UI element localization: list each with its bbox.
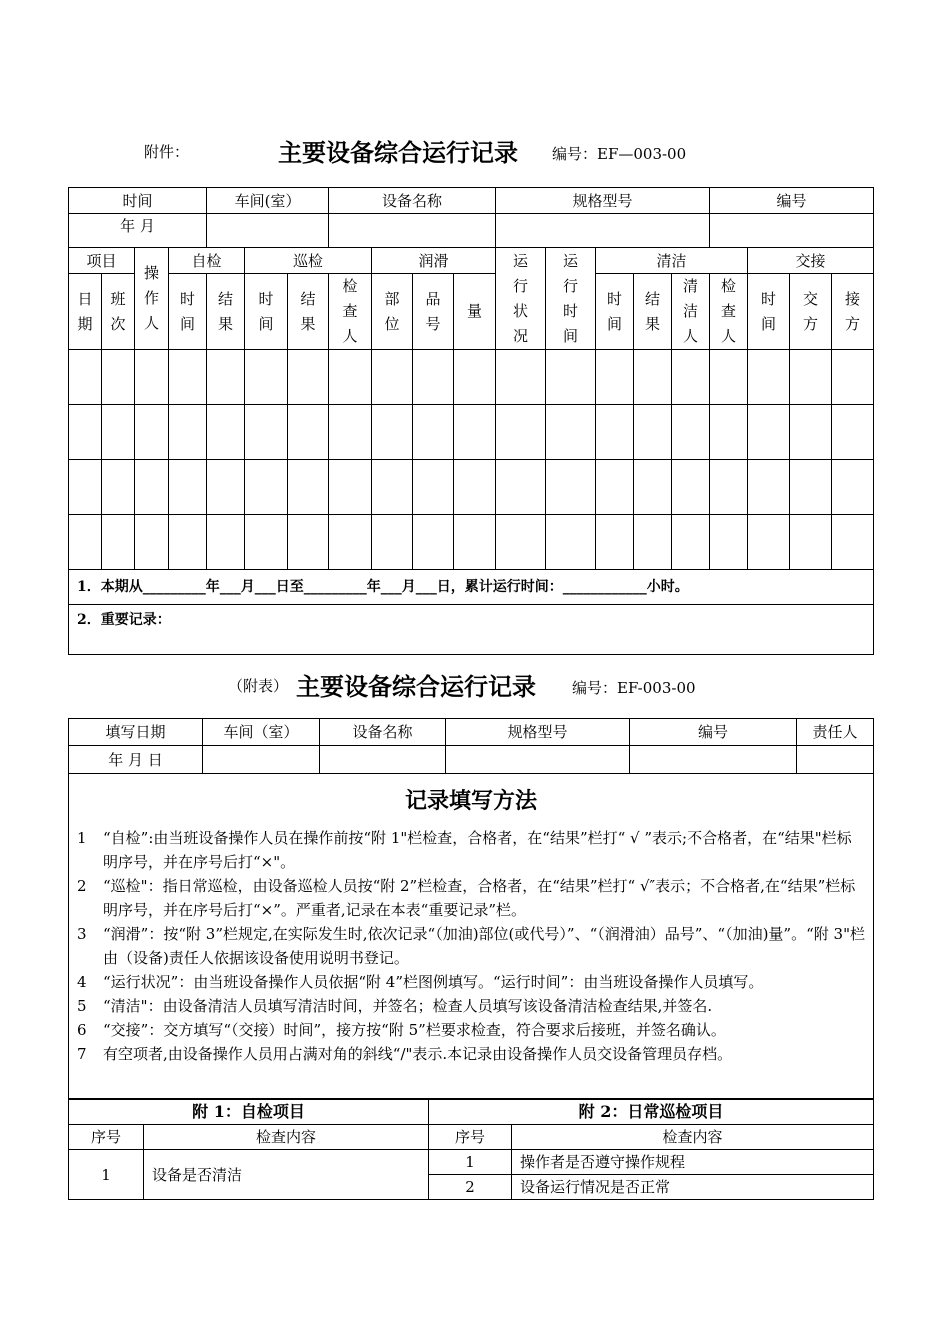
methods-list: [69, 826, 873, 1066]
group-operator: 操 作 人: [135, 248, 169, 350]
appendix1-seq: 1: [69, 1150, 144, 1200]
sub-clean-time: 时 间: [596, 274, 634, 350]
number-value: [630, 746, 797, 774]
appendix-title: 主要设备综合运行记录: [296, 672, 536, 701]
group-run-status: 运 行 状 况: [496, 248, 546, 350]
appendix1-title: 附 1：自检项目: [69, 1099, 429, 1125]
appendix-form-code: 编号：EF-003-00: [572, 679, 696, 697]
equipment-name-value: [329, 214, 496, 248]
appendix2-seq: 1: [429, 1150, 512, 1175]
method-text: “运行状况”：由当班设备操作人员依据“附 4”栏图例填写。“运行时间”：由当班设备操作人员填写。: [103, 973, 764, 991]
method-text: 有空项者,由设备操作人员用占满对角的斜线“/"表示.本记录由设备操作人员交设备管理员存档。: [103, 1045, 733, 1063]
equipment-name-value: [320, 746, 446, 774]
operation-record-table: [68, 187, 874, 655]
method-item: [69, 970, 873, 994]
group-run-time: 运 行 时 间: [546, 248, 596, 350]
header-number: 编号: [630, 719, 797, 746]
appendix2-title: 附 2：日常巡检项目: [429, 1099, 874, 1125]
appendix2-content: 设备运行情况是否正常: [512, 1175, 874, 1200]
sub-lube-grade: 品 号: [413, 274, 454, 350]
method-item: [69, 1042, 873, 1066]
sub-cleaner: 清 洁 人: [672, 274, 710, 350]
table-row: [69, 405, 874, 460]
header-time: 时间: [69, 188, 207, 214]
spec-model-value: [496, 214, 710, 248]
appendix2-col-seq: 序号: [429, 1125, 512, 1150]
header-spec-model: 规格型号: [446, 719, 630, 746]
number-value: [710, 214, 874, 248]
workshop-value: [203, 746, 320, 774]
attachment-label: 附件：: [144, 143, 190, 161]
method-number: 1: [77, 829, 87, 847]
sub-lube-part: 部 位: [372, 274, 413, 350]
method-number: 3: [77, 925, 87, 943]
method-item: [69, 826, 873, 874]
fill-date-value: 年 月 日: [69, 746, 203, 774]
sub-patrol-inspector: 检 查 人: [329, 274, 372, 350]
spec-model-value: [446, 746, 630, 774]
appendix2-seq: 2: [429, 1175, 512, 1200]
sub-self-check-result: 结 果: [207, 274, 245, 350]
sub-date: 日 期: [69, 274, 102, 350]
method-text: “交接”：交方填写“（交接）时间”，接方按“附 5”栏要求检查，符合要求后接班，并签名确认。: [103, 1021, 726, 1039]
summary-important-records: 2．重要记录：: [69, 605, 874, 655]
appendix2-col-content: 检查内容: [512, 1125, 874, 1150]
method-number: 2: [77, 877, 87, 895]
appendix2-content: 操作者是否遵守操作规程: [512, 1150, 874, 1175]
appendix1-col-content: 检查内容: [144, 1125, 429, 1150]
sub-clean-result: 结 果: [634, 274, 672, 350]
summary-period: 1．本期从_________年___月___日至_________年___月___日，累计运行时间：____________小时。: [69, 570, 874, 605]
appendix1-col-seq: 序号: [69, 1125, 144, 1150]
sub-patrol-result: 结 果: [288, 274, 329, 350]
appendix-table: [68, 718, 874, 1100]
table-row: [69, 350, 874, 405]
header-workshop: 车间(室）: [207, 188, 329, 214]
group-item: 项目: [69, 248, 135, 274]
appendix1-content: 设备是否清洁: [144, 1150, 429, 1200]
group-lubrication: 润滑: [372, 248, 496, 274]
sub-handover-time: 时 间: [748, 274, 790, 350]
group-cleaning: 清洁: [596, 248, 748, 274]
responsible-value: [797, 746, 874, 774]
method-number: 6: [77, 1021, 87, 1039]
method-text: “自检”:由当班设备操作人员在操作前按“附 1"栏检查，合格者，在“结果”栏打“ √ ”表示;不合格者，在“结果"栏标明序号，并在序号后打“×"。: [103, 829, 852, 871]
method-number: 5: [77, 997, 87, 1015]
sub-shift: 班 次: [102, 274, 135, 350]
method-number: 7: [77, 1045, 87, 1063]
method-number: 4: [77, 973, 87, 991]
method-text: “润滑”：按“附 3”栏规定,在实际发生时,依次记录“（加油)部位(或代号）”、“（润滑油）品号”、“（加油)量”。“附 3"栏由（设备)责任人依据该设备使用说明书登记。: [103, 925, 865, 967]
header-number: 编号: [710, 188, 874, 214]
header-equipment-name: 设备名称: [320, 719, 446, 746]
header-responsible: 责任人: [797, 719, 874, 746]
table-row: [69, 460, 874, 515]
sub-handover-giver: 交 方: [790, 274, 832, 350]
method-item: [69, 922, 873, 970]
sub-handover-receiver: 接 方: [832, 274, 874, 350]
method-text: “清洁"：由设备清洁人员填写清洁时间，并签名；检查人员填写该设备清洁检查结果,并签名.: [103, 997, 713, 1015]
sub-self-check-time: 时 间: [169, 274, 207, 350]
sub-clean-inspector: 检 查 人: [710, 274, 748, 350]
table-row: [69, 515, 874, 570]
method-item: [69, 994, 873, 1018]
header-fill-date: 填写日期: [69, 719, 203, 746]
group-self-check: 自检: [169, 248, 245, 274]
methods-title: 记录填写方法: [404, 788, 537, 814]
method-text: “巡检"：指日常巡检，由设备巡检人员按“附 2”栏检查，合格者，在“结果”栏打“ √″表示；不合格者,在“结果”栏标明序号，并在序号后打“×”。严重者,记录在本表“重要记录”栏。: [103, 877, 856, 919]
appendix-items-table: [68, 1098, 874, 1200]
page-title: 主要设备综合运行记录: [278, 138, 518, 167]
form-code: 编号：EF—003-00: [552, 145, 687, 163]
methods-section: [69, 774, 874, 1100]
header-equipment-name: 设备名称: [329, 188, 496, 214]
group-handover: 交接: [748, 248, 874, 274]
workshop-value: [207, 214, 329, 248]
appendix-prefix: （附表）: [228, 677, 289, 695]
header-spec-model: 规格型号: [496, 188, 710, 214]
method-item: [69, 874, 873, 922]
header-workshop: 车间（室）: [203, 719, 320, 746]
group-patrol-check: 巡检: [245, 248, 372, 274]
sub-patrol-time: 时 间: [245, 274, 288, 350]
sub-lube-amount: 量: [454, 274, 496, 350]
method-item: [69, 1018, 873, 1042]
year-month: 年 月: [69, 214, 207, 248]
